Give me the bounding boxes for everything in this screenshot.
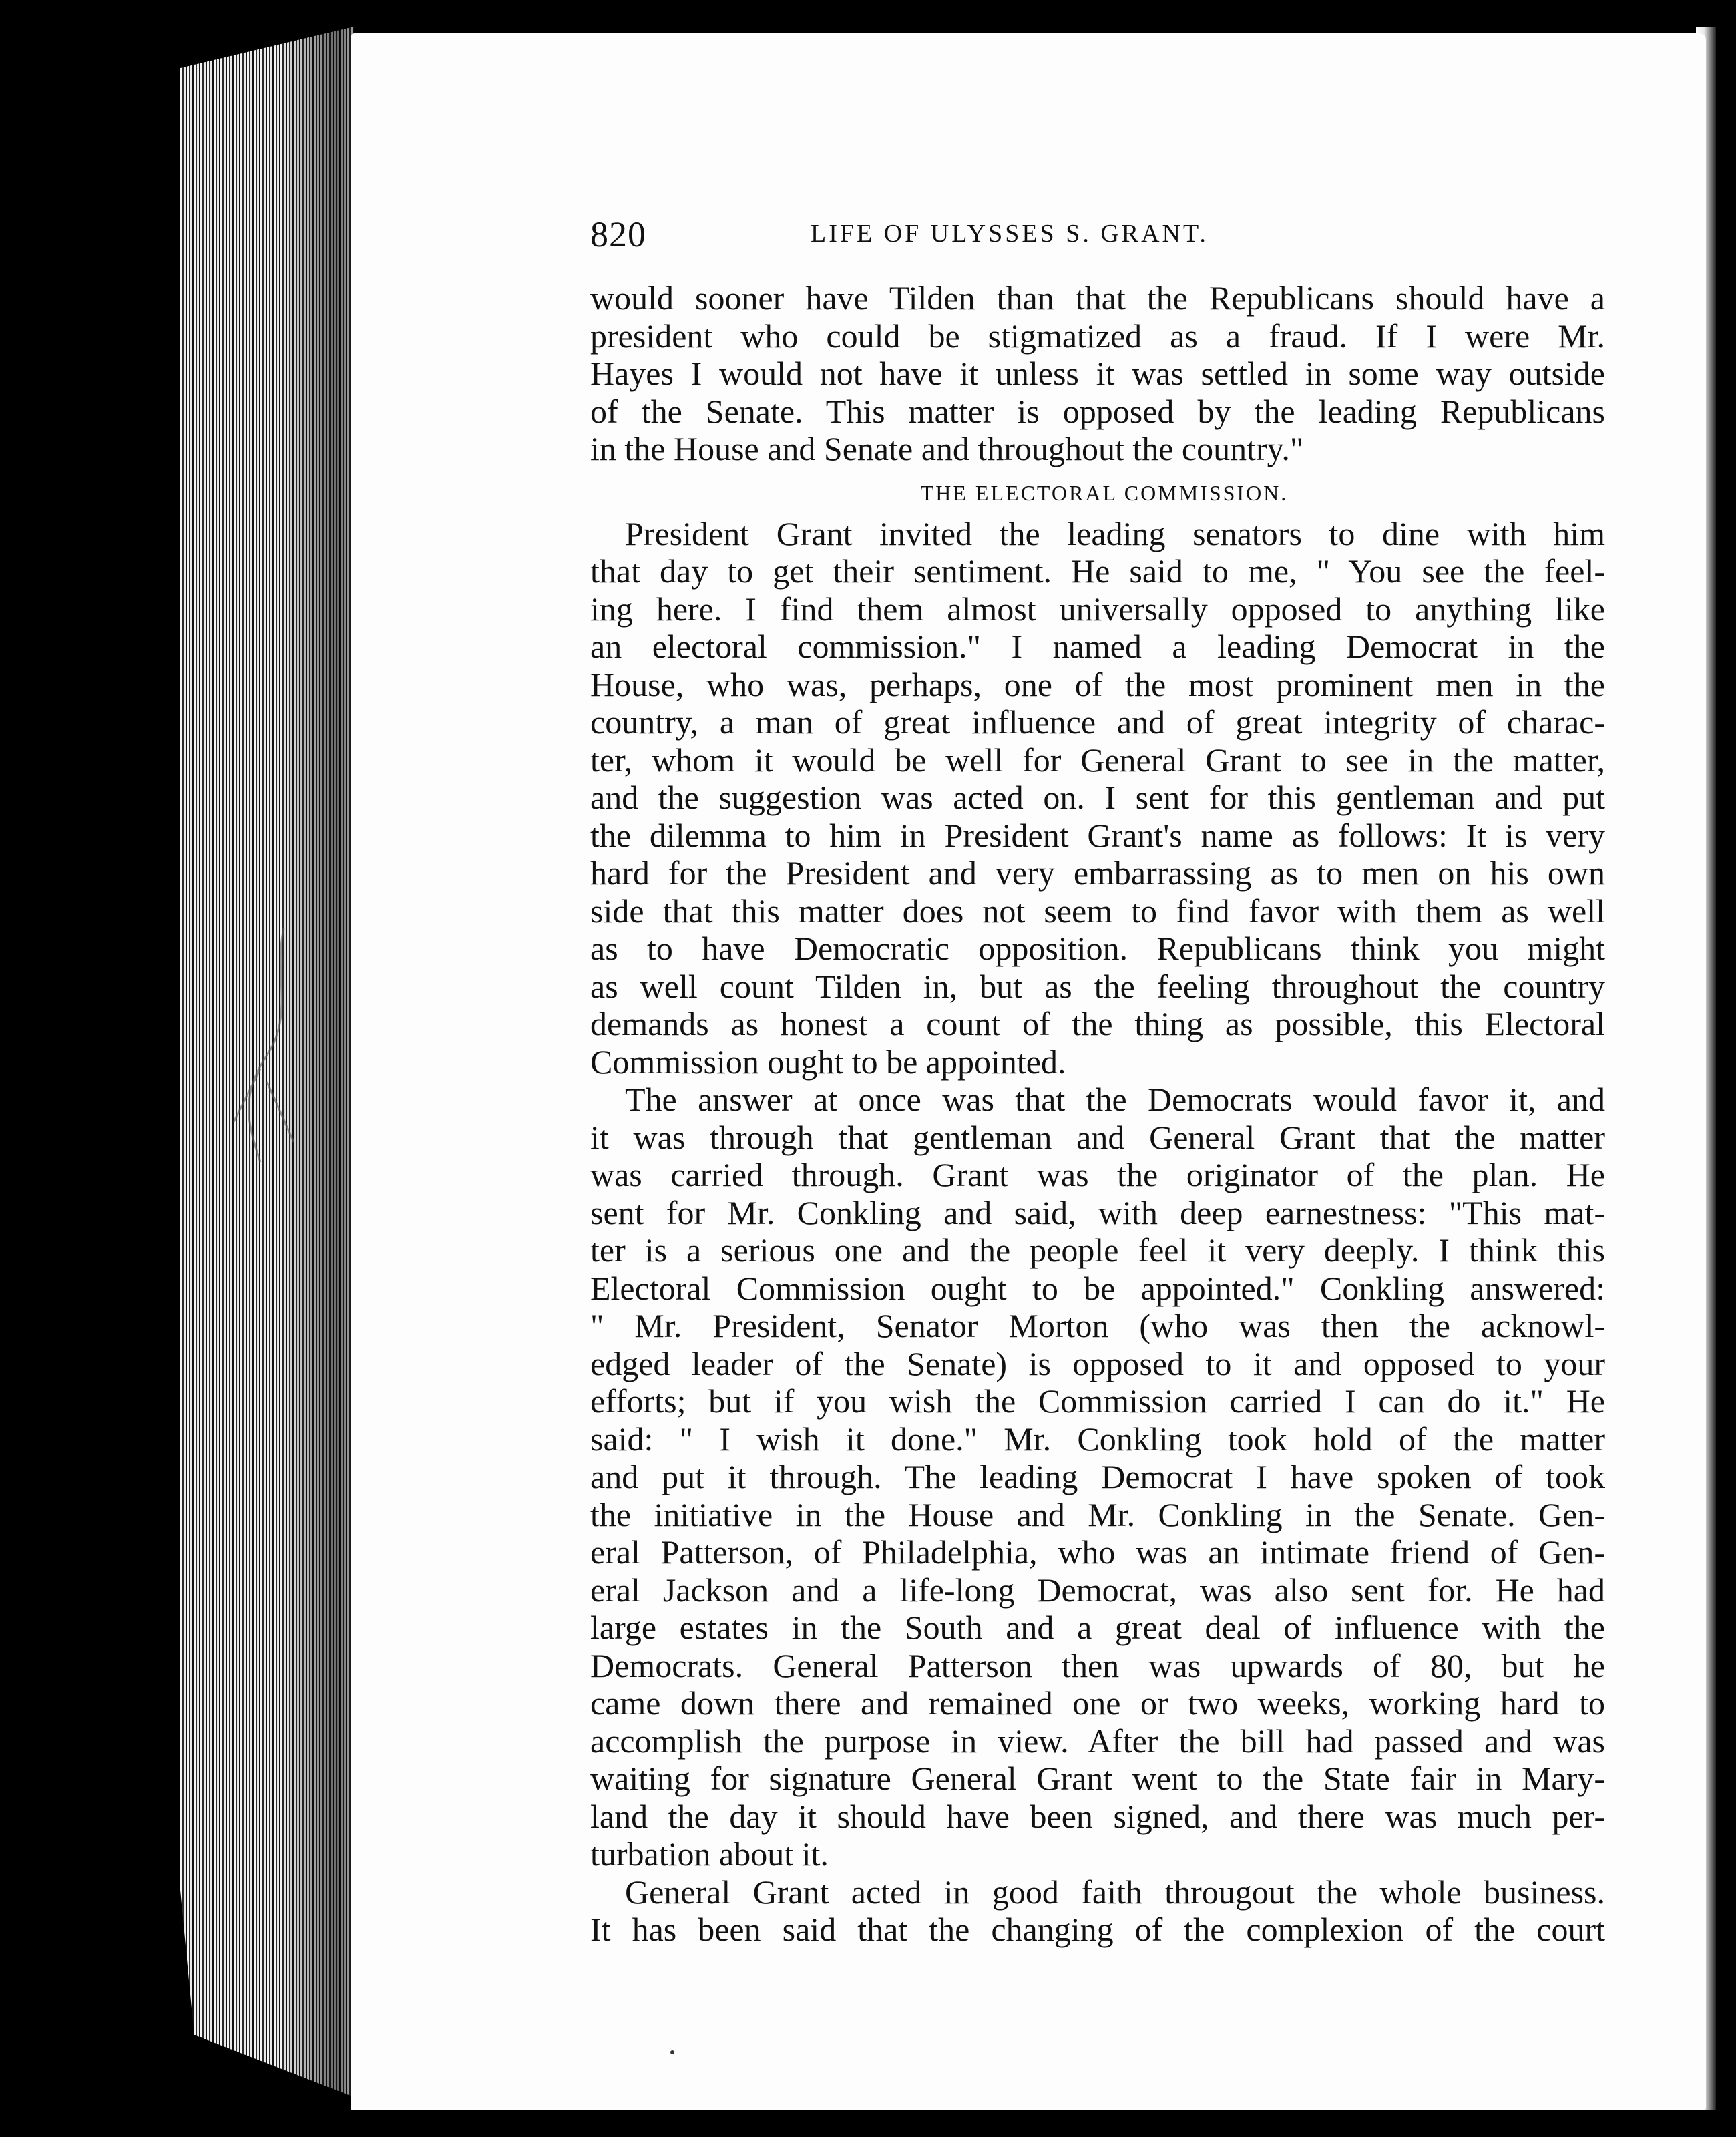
text-line: came down there and remained one or two weeks, working hard to	[590, 1684, 1605, 1722]
running-header	[590, 214, 1605, 267]
margin-pencil-mark	[220, 922, 314, 1202]
text-line: accomplish the purpose in view. After the bill had passed and was	[590, 1722, 1605, 1760]
text-line: and put it through. The leading Democrat I have spoken of took	[590, 1458, 1605, 1495]
text-line: in the House and Senate and throughout the country."	[590, 430, 1304, 467]
text-line: large estates in the South and a great deal of influence with the	[590, 1609, 1605, 1646]
text-line: " Mr. President, Senator Morton (who was then the acknowl-	[590, 1307, 1605, 1344]
text-line: Commission ought to be appointed.	[590, 1042, 1066, 1081]
text-line: as to have Democratic opposition. Republicans think you might	[590, 930, 1605, 967]
text-line: land the day it should have been signed, and there was much per-	[590, 1797, 1605, 1835]
text-line: said: " I wish it done." Mr. Conkling took hold of the matter	[590, 1420, 1605, 1458]
text-line: It has been said that the changing of the complexion of the court	[590, 1911, 1605, 1948]
text-line: an electoral commission." I named a leading Democrat in the	[590, 628, 1605, 665]
paragraph	[590, 1081, 1605, 1873]
text-line: and the suggestion was acted on. I sent for this gentleman and put	[590, 779, 1605, 816]
text-line: President Grant invited the leading senators to dine with him	[625, 514, 1605, 552]
text-line: waiting for signature General Grant went to the State fair in Mary-	[590, 1760, 1605, 1797]
text-line: The answer at once was that the Democrats would favor it, and	[625, 1081, 1605, 1118]
text-line: ter, whom it would be well for General Grant to see in the matter,	[590, 741, 1605, 779]
text-line: General Grant acted in good faith througout the whole business.	[625, 1873, 1605, 1911]
paragraph	[590, 1873, 1605, 1949]
text-line: hard for the President and very embarrassing as to men on his own	[590, 854, 1605, 892]
continued-paragraph	[590, 279, 1605, 468]
text-line: was carried through. Grant was the originator of the plan. He	[590, 1156, 1605, 1193]
text-line: side that this matter does not seem to find favor with them as well	[590, 892, 1605, 930]
text-line: eral Patterson, of Philadelphia, who was an intimate friend of Gen-	[590, 1533, 1605, 1571]
text-line: sent for Mr. Conkling and said, with deep earnestness: "This mat-	[590, 1193, 1605, 1231]
page-content	[590, 214, 1605, 1949]
text-line: Electoral Commission ought to be appointed." Conkling answered:	[590, 1269, 1605, 1307]
section-heading: THE ELECTORAL COMMISSION.	[920, 480, 1289, 505]
text-line: the dilemma to him in President Grant's name as follows: It is very	[590, 816, 1605, 854]
text-line: as well count Tilden in, but as the feeling throughout the country	[590, 967, 1605, 1005]
page-number: 820	[590, 214, 646, 254]
text-line: edged leader of the Senate) is opposed to it and opposed to your	[590, 1344, 1605, 1382]
text-line: Democrats. General Patterson then was upwards of 80, but he	[590, 1646, 1605, 1684]
text-line: demands as honest a count of the thing as possible, this Electoral	[590, 1005, 1605, 1042]
text-line: president who could be stigmatized as a fraud. If I were Mr.	[590, 317, 1605, 355]
text-line: ter is a serious one and the people feel it very deeply. I think this	[590, 1231, 1605, 1269]
text-line: House, who was, perhaps, one of the most prominent men in the	[590, 665, 1605, 703]
text-line: turbation about it.	[590, 1835, 829, 1873]
text-line: the initiative in the House and Mr. Conkling in the Senate. Gen-	[590, 1495, 1605, 1533]
text-line: it was through that gentleman and General Grant that the matter	[590, 1118, 1605, 1156]
text-line: country, a man of great influence and of great integrity of charac-	[590, 703, 1605, 741]
text-line: Hayes I would not have it unless it was settled in some way outside	[590, 355, 1605, 392]
text-line: that day to get their sentiment. He said to me, " You see the feel-	[590, 552, 1605, 590]
text-line: ing here. I find them almost universally opposed to anything like	[590, 590, 1605, 628]
text-line: eral Jackson and a life-long Democrat, was also sent for. He had	[590, 1571, 1605, 1609]
text-line: efforts; but if you wish the Commission carried I can do it." He	[590, 1382, 1605, 1420]
text-line: would sooner have Tilden than that the Republicans should have a	[590, 279, 1605, 317]
page-speck	[670, 2050, 674, 2054]
text-line: of the Senate. This matter is opposed by the leading Republicans	[590, 392, 1605, 430]
running-title: LIFE OF ULYSSES S. GRANT.	[811, 220, 1209, 248]
paragraph	[590, 515, 1605, 1081]
